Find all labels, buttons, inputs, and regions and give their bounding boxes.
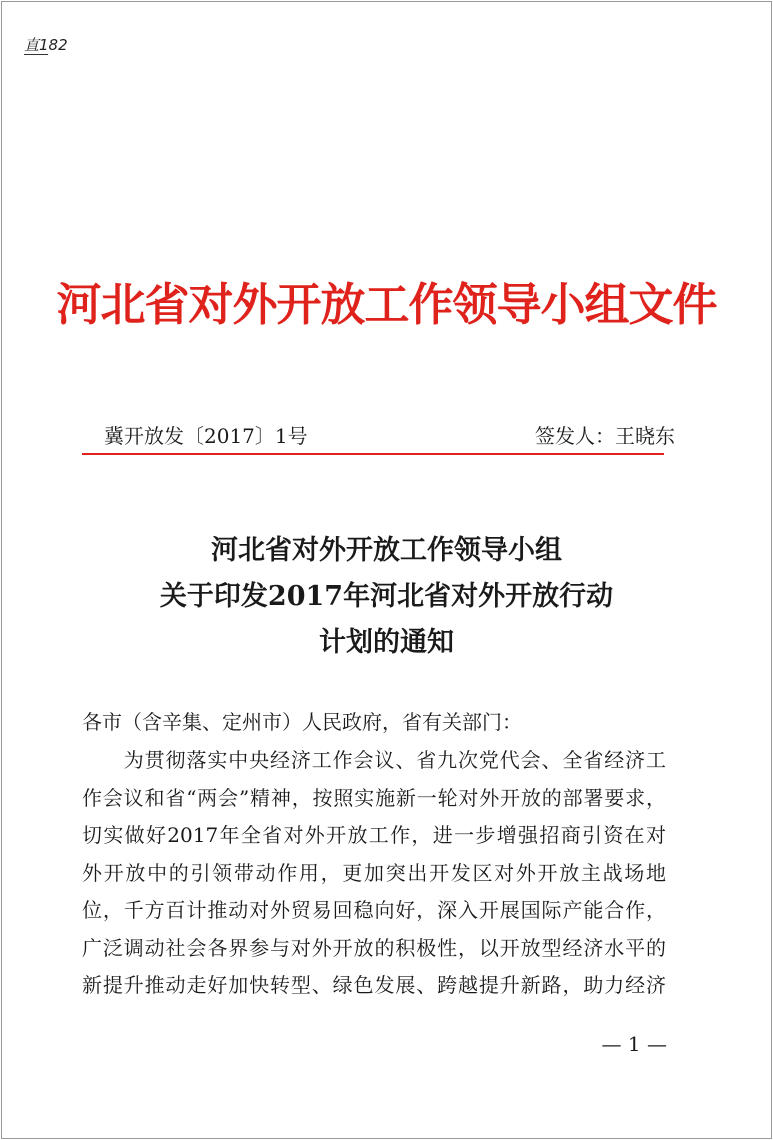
handwritten-note: 直182 xyxy=(24,36,68,54)
document-number: 冀开放发〔2017〕1号 xyxy=(104,424,308,448)
note-underline xyxy=(24,54,48,55)
body-line: 作会议和省“两会”精神，按照实施新一轮对外开放的部署要求， xyxy=(82,785,666,810)
salutation: 各市（含辛集、定州市）人民政府，省有关部门： xyxy=(82,710,522,734)
body-text xyxy=(82,742,666,1005)
notice-title-line-1: 河北省对外开放工作领导小组 xyxy=(211,535,562,566)
notice-title-line-2: 关于印发2017年河北省对外开放行动 xyxy=(159,581,614,612)
notice-title xyxy=(0,528,773,666)
body-line: 为贯彻落实中央经济工作会议、省九次党代会、全省经济工 xyxy=(82,748,666,772)
red-divider-line xyxy=(82,453,664,455)
body-line: 切实做好2017年全省对外开放工作，进一步增强招商引资在对 xyxy=(82,823,666,847)
body-line: 新提升推动走好加快转型、绿色发展、跨越提升新路，助力经济 xyxy=(82,973,666,997)
body-line: 广泛调动社会各界参与对外开放的积极性，以开放型经济水平的 xyxy=(82,935,666,960)
signer: 签发人：王晓东 xyxy=(535,424,675,448)
document-header-title: 河北省对外开放工作领导小组文件 xyxy=(56,278,717,331)
notice-title-line-3: 计划的通知 xyxy=(319,627,454,658)
page-number: — 1 — xyxy=(601,1032,667,1056)
body-line: 位，千方百计推动对外贸易回稳向好，深入开展国际产能合作， xyxy=(82,898,666,922)
body-line: 外开放中的引领带动作用，更加突出开发区对外开放主战场地 xyxy=(82,860,666,885)
